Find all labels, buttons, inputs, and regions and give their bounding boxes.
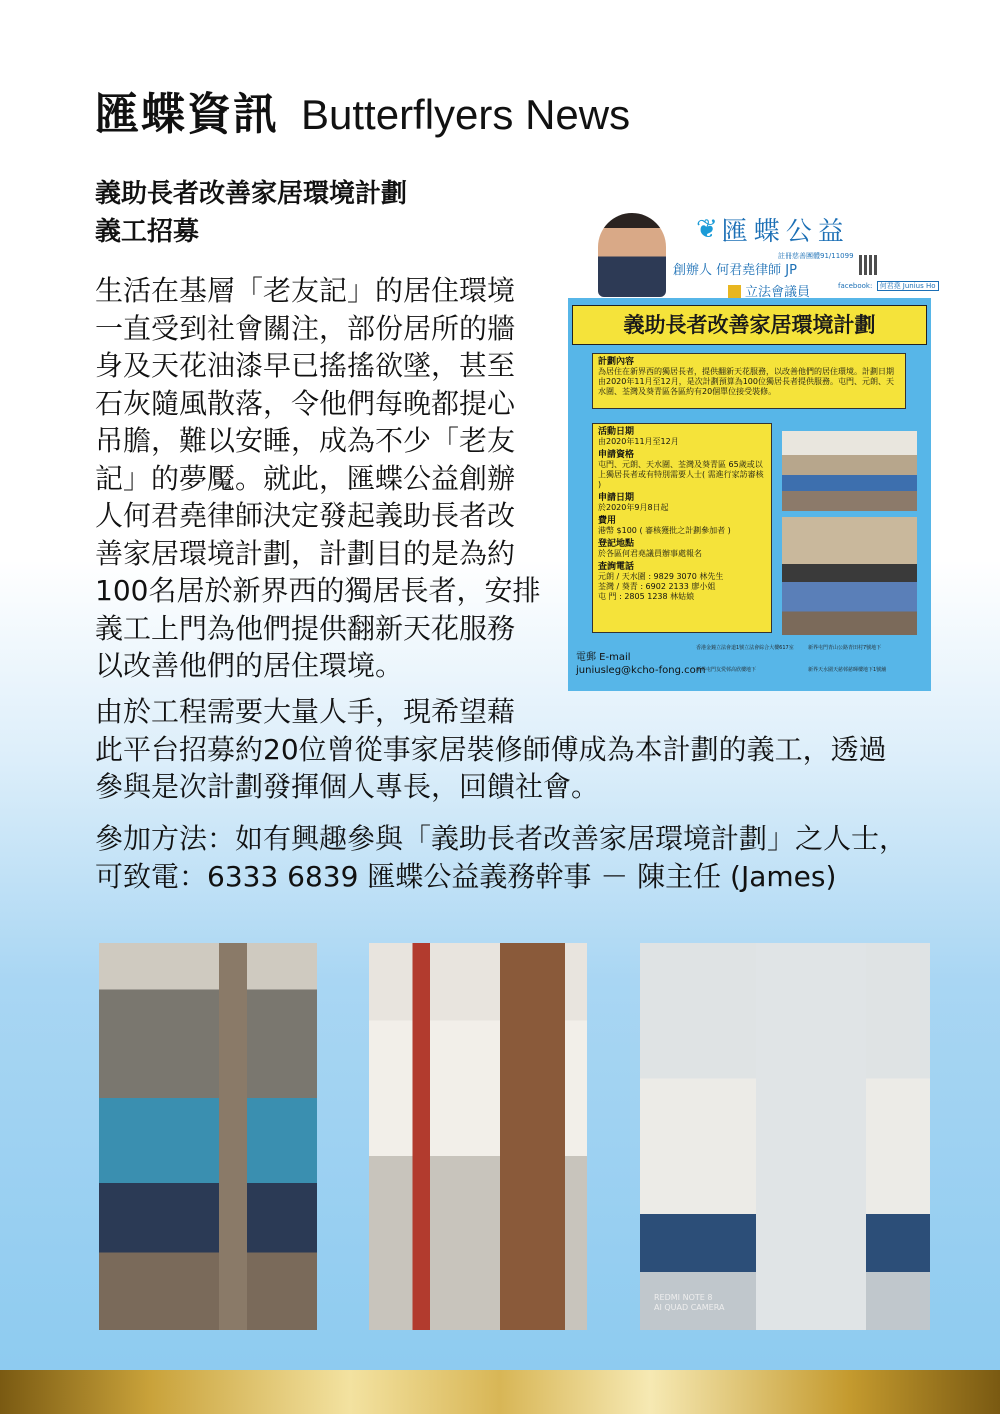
legco-emblem-icon [728, 285, 741, 298]
poster-photo-room [782, 431, 917, 511]
poster-facebook [838, 281, 939, 291]
poster-plan-box [592, 353, 906, 409]
office-address: 新界屯門青山公路青田村7號地下 [808, 645, 882, 651]
poster-photo-work [782, 517, 917, 635]
apply-date-text: 於2020年9月8日起 [598, 503, 669, 512]
fee-text: 港幣 $100 ( 審核獲批之計劃參加者 ) [598, 526, 731, 535]
poster-footer [568, 639, 931, 691]
poster-details-box [592, 423, 772, 633]
email-address: juniusleg@kcho-fong.com [576, 665, 706, 676]
butterfly-icon: ❦ [696, 214, 718, 245]
date-label: 活動日期 [598, 427, 635, 437]
article-heading-line: 義工招募 [95, 217, 200, 247]
venue-text: 於各區何君堯議員辦事處報名 [598, 549, 702, 558]
poster-legco-label: 立法會議員 [745, 285, 811, 300]
paragraph-line: 吊膽，難以安睡，成為不少「老友 [95, 424, 516, 457]
enquiry-line: 元朗 / 天水圍 : 9829 3070 林先生 [598, 572, 724, 581]
paragraph-line: 此平台招募約20位曾從事家居裝修師傅成為本計劃的義工，透過 [95, 732, 887, 766]
paragraph-line: 生活在基層「老友記」的居住環境 [95, 274, 516, 307]
plan-label: 計劃內容 [598, 357, 635, 367]
paragraph-line: 一直受到社會關注，部份居所的牆 [95, 311, 516, 345]
program-poster [568, 193, 936, 691]
email-label: 電郵 E-mail [576, 652, 631, 663]
charity-number: 註冊慈善團體91/11099 [778, 252, 854, 260]
paragraph-line: 善家居環境計劃，計劃目的是為約 [95, 536, 516, 570]
paragraph-line: 石灰隨風散落，令他們每晚都提心 [95, 386, 516, 420]
venue-label: 登記地點 [598, 539, 635, 549]
article-paragraph-recruit [95, 693, 955, 806]
poster-founder: 創辦人 何君堯律師 JP [673, 263, 797, 278]
article-paragraph-intro [95, 272, 545, 685]
qr-code-icon [859, 255, 879, 275]
poster-logo [696, 211, 850, 251]
watermark-line: AI QUAD CAMERA [654, 1303, 725, 1312]
poster-legco [728, 281, 810, 300]
photo-volunteer-on-ladder [369, 943, 587, 1330]
footer-gold-bar [0, 1370, 1000, 1414]
office-address: 新界屯門友愛邨高欣樓地下 [696, 667, 757, 673]
page-title-chinese: 匯蝶資訊 [95, 89, 279, 140]
paragraph-line: 參加方法：如有興趣參與「義助長者改善家居環境計劃」之人士， [95, 822, 908, 855]
photo-volunteer-ceiling-work [640, 943, 930, 1330]
apply-date-label: 申請日期 [598, 493, 635, 503]
enquiry-line: 荃灣 / 葵青 : 6902 2133 廖小姐 [598, 582, 716, 591]
poster-email [576, 651, 705, 677]
paragraph-line: 記」的夢魘。就此，匯蝶公益創辦 [95, 461, 516, 495]
office-address: 香港金鐘立法會道1號立法會綜合大樓617室 [696, 645, 794, 651]
paragraph-line: 人何君堯律師決定發起義助長者改 [95, 499, 516, 532]
article-heading [95, 175, 407, 251]
enquiry-line: 屯 門 : 2805 1238 林姑娘 [598, 592, 695, 601]
watermark-line: REDMI NOTE 8 [654, 1293, 713, 1302]
paragraph-line: 可致電：6333 6839 匯蝶公益義務幹事 － 陳主任 (James) [95, 859, 837, 893]
eligibility-label: 申請資格 [598, 450, 635, 460]
paragraph-line: 100名居於新界西的獨居長者，安排 [95, 574, 541, 607]
camera-watermark [654, 1293, 724, 1313]
article-paragraph-howto [95, 820, 965, 895]
plan-text: 為居住在新界西的獨居長者，提供翻新天花服務，以改善他們的居住環境。計劃日期由2020年11月至12月，是次計劃預算為100位獨居長者提供服務。屯門、元朗、天水圍、荃灣及葵青區各區約有20個單位接受裝修。 [598, 367, 894, 396]
office-address: 新界天水圍天慈邨慈暉樓地下1號舖 [808, 667, 887, 673]
article-heading-line: 義助長者改善家居環境計劃 [95, 179, 408, 209]
paragraph-line: 由於工程需要大量人手，現希望藉 [95, 695, 516, 728]
page-title [95, 78, 630, 138]
date-text: 由2020年11月至12月 [598, 437, 679, 446]
facebook-label: facebook: [838, 282, 873, 290]
eligibility-text: 屯門、元朗、天水圍、荃灣及葵青區 65歲或以上獨居長者或有特別需要人士( 需進行家訪審核 ) [598, 460, 764, 489]
fee-label: 費用 [598, 516, 617, 526]
poster-logo-text: 匯蝶公益 [721, 217, 850, 247]
paragraph-line: 身及天花油漆早已搖搖欲墜，甚至 [95, 349, 516, 382]
paragraph-line: 參與是次計劃發揮個人專長，回饋社會。 [95, 770, 600, 803]
page-title-english: Butterflyers News [301, 91, 631, 138]
paragraph-line: 義工上門為他們提供翻新天花服務 [95, 611, 516, 645]
facebook-name: 何君堯 Junius Ho [877, 281, 939, 291]
poster-title: 義助長者改善家居環境計劃 [572, 305, 927, 345]
paragraph-line: 以改善他們的居住環境。 [95, 649, 404, 682]
founder-portrait [598, 213, 666, 297]
photo-volunteer-painting-column [99, 943, 317, 1330]
enquiry-label: 查詢電話 [598, 562, 635, 572]
